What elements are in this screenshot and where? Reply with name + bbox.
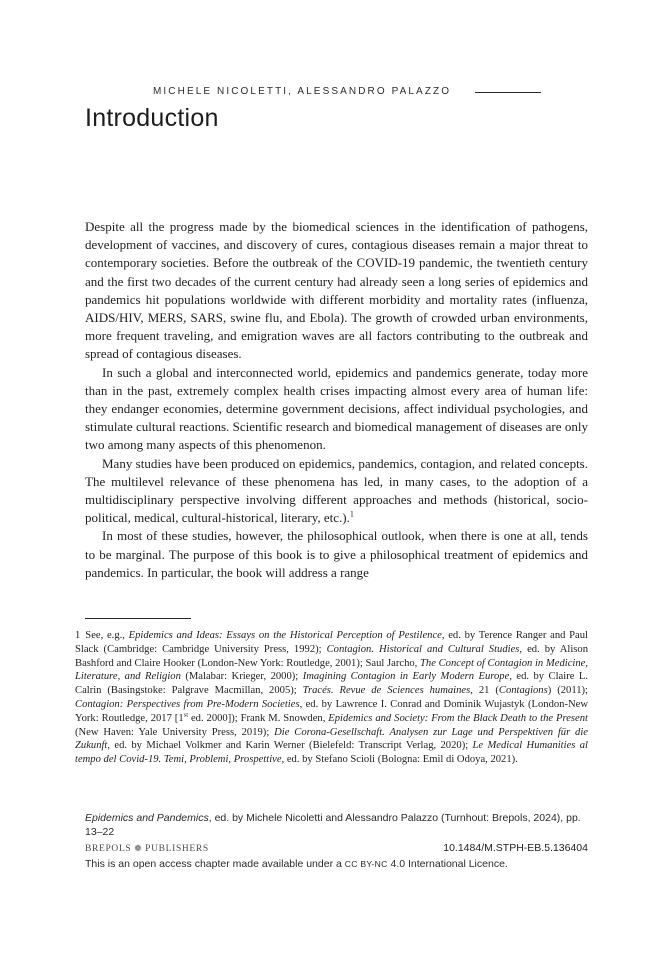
- page-footer: [85, 811, 588, 882]
- body-text: [85, 218, 588, 582]
- publisher-name: BREPOLS: [85, 844, 132, 854]
- paragraph-2: In such a global and interconnected world, epidemics and pandemics generate, today more than in the past, extremely complex health crises impacting almost every area of human life: they endanger economies, determine government decisions, affect individual psychologies, and stimulate cultural reactions. Scientific research and biomedical management of diseases are only two among many aspects of this phenomenon.: [85, 364, 588, 453]
- brepols-mark-icon: ❁: [134, 843, 143, 853]
- chapter-title: Introduction: [85, 104, 219, 132]
- publisher-suffix: PUBLISHERS: [145, 844, 209, 854]
- footnote-1: [75, 629, 588, 767]
- publisher-imprint: [85, 841, 209, 856]
- publisher-row: [85, 841, 588, 856]
- doi: 10.1484/M.STPH-EB.5.136404: [443, 842, 588, 854]
- paragraph-3: Many studies have been produced on epidemics, pandemics, contagion, and related concepts. The multilevel relevance of these phenomena has led, in many cases, to the adoption of a multidisciplinary perspective involving different approaches and methods (historical, socio-political, medical, cultural-historical, literary, etc.).$^1$: [85, 455, 588, 526]
- header-rule: [475, 92, 541, 93]
- chapter-citation: Epidemics and Pandemics, ed. by Michele Nicoletti and Alessandro Palazzo (Turnhout: Brepols, 2024), pp. 13–22: [85, 812, 581, 838]
- licence-line: This is an open access chapter made available under a CC BY-NC 4.0 International Licence.: [85, 858, 508, 870]
- footnote-number: 1: [75, 630, 81, 641]
- paragraph-1: Despite all the progress made by the biomedical sciences in the identification of pathogens, development of vaccines, and discovery of cures, contagious diseases remain a major threat to contemporary societies. Before the outbreak of the COVID-19 pandemic, the twentieth century and the first two decades of the current century had already seen a long series of epidemics and pandemics hit populations worldwide with different morbidity and mortality rates (influenza, AIDS/HIV, MERS, SARS, swine flu, and Ebola). The growth of crowded urban environments, more frequent traveling, and emigration waves are all factors contributing to the outbreak and spread of contagious diseases.: [85, 219, 588, 362]
- running-header: [85, 86, 588, 97]
- author-names: MICHELE NICOLETTI, ALESSANDRO PALAZZO: [153, 86, 452, 97]
- paragraph-4: In most of these studies, however, the philosophical outlook, when there is one at all, tends to be marginal. The purpose of this book is to give a philosophical treatment of epidemics and pandemics. In particular, the book will address a range: [85, 528, 588, 580]
- footnote-separator: [85, 618, 191, 619]
- footnote-text: See, e.g., Epidemics and Ideas: Essays on the Historical Perception of Pestilence, ed. by Terence Ranger and Paul Slack (Cambridge: Cambridge University Press, 1992); Contagion. Historical and Cultural Studies, ed. by Alison Bashford and Claire Hooker (London-New York: Routledge, 2001); Saul Jarcho, The Concept of Contagion in Medicine, Literature, and Religion (Malabar: Krieger, 2000); Imagining Contagion in Early Modern Europe, ed. by Claire L. Calrin (Basingstoke: Palgrave Macmillan, 2005); Tracés. Revue de Sciences humaines, 21 (Contagions) (2011); Contagion: Perspectives from Pre-Modern Societies, ed. by Lawrence I. Conrad and Dominik Wujastyk (London-New York: Routledge, 2017 [1st ed. 2000]); Frank M. Snowden, Epidemics and Society: From the Black Death to the Present (New Haven: Yale University Press, 2019); Die Corona-Gesellschaft. Analysen zur Lage und Perspektiven für die Zukunft, ed. by Michael Volkmer and Karin Werner (Bielefeld: Transcript Verlag, 2020); Le Medical Humanities al tempo del Covid-19. Temi, Problemi, Prospettive, ed. by Stefano Scioli (Bologna: Emil di Odoya, 2021).: [75, 630, 588, 766]
